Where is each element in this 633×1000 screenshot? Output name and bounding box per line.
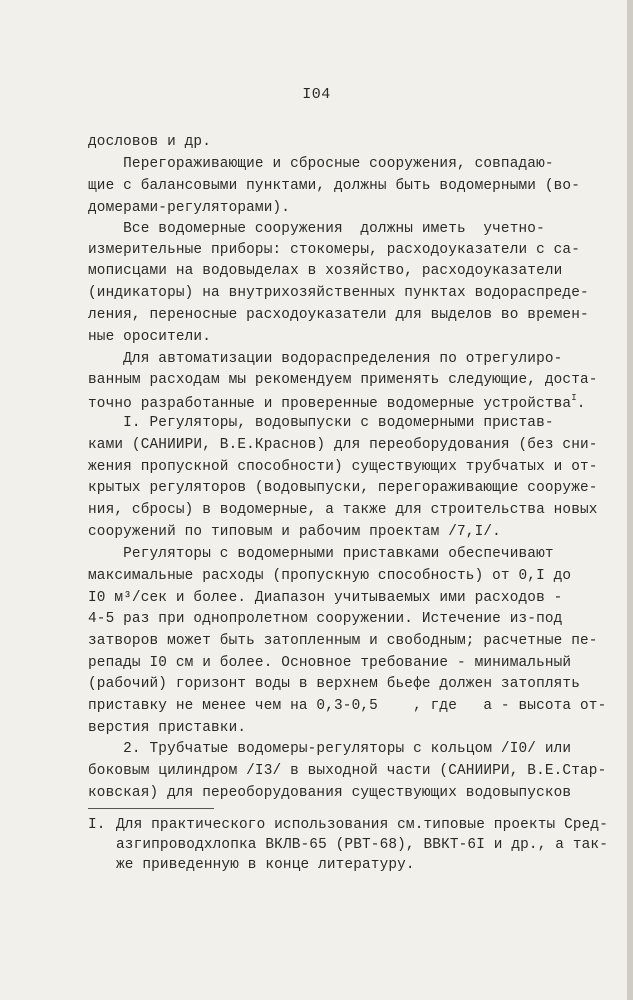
text-line: Перегораживающие и сбросные сооружения, совпадаю- <box>88 156 554 172</box>
text-line: максимальные расходы (пропускную способность) от 0,I до <box>88 568 572 584</box>
text-line: боковым цилиндром /I3/ в выходной части (САНИИРИ, В.Е.Стар- <box>88 763 607 779</box>
text-line: щие с балансовыми пунктами, должны быть водомерными (во- <box>88 178 581 194</box>
footnote-line: же приведенную в конце литературу. <box>116 857 415 873</box>
text-line: 2. Трубчатые водомеры-регуляторы с кольцом /I0/ или <box>88 741 572 757</box>
text-line: затворов может быть затопленным и свободным; расчетные пе- <box>88 633 598 649</box>
text-line: репады I0 см и более. Основное требование - минимальный <box>88 655 572 671</box>
footnote-reference: I <box>571 393 577 403</box>
footnote-line: азгипроводхлопка ВКЛВ-65 (РВТ-68), ВВКТ-6I и др., а так- <box>116 837 609 853</box>
text-line: точно разработанные и проверенные водомерные устройства$^I$. <box>88 393 586 412</box>
text-line-content: точно разработанные и проверенные водомерные устройства <box>88 396 572 412</box>
text-line: (индикаторы) на внутрихозяйственных пунктах водораспреде- <box>88 285 589 301</box>
text-line: I0 м³/сек и более. Диапазон учитываемых ими расходов - <box>88 590 563 606</box>
text-line: сооружений по типовым и рабочим проектам /7,I/. <box>88 524 501 540</box>
text-line: Для автоматизации водораспределения по отрегулиро- <box>88 351 563 367</box>
text-line: жения пропускной способности) существующих трубчатых и от- <box>88 459 598 475</box>
page-edge <box>627 0 633 1000</box>
text-line: ковская) для переоборудования существующих водовыпусков <box>88 785 572 801</box>
text-line: (рабочий) горизонт воды в верхнем бьефе должен затоплять <box>88 676 581 692</box>
text-line: ные оросители. <box>88 329 212 345</box>
footnote-marker: I. <box>88 817 106 833</box>
text-line: 4-5 раз при однопролетном сооружении. Истечение из-под <box>88 611 563 627</box>
text-line: ванным расходам мы рекомендуем применять следующие, доста- <box>88 372 598 388</box>
text-line: I. Регуляторы, водовыпуски с водомерными пристав- <box>88 415 554 431</box>
text-line: приставку не менее чем на 0,3-0,5 , где a - высота от- <box>88 698 607 714</box>
text-line: ками (САНИИРИ, В.Е.Краснов) для переоборудования (без сни- <box>88 437 598 453</box>
footnote-separator <box>88 808 214 809</box>
text-line: верстия приставки. <box>88 720 247 736</box>
text-line: крытых регуляторов (водовыпуски, перегораживающие сооруже- <box>88 480 598 496</box>
footnote-line: Для практического использования см.типовые проекты Сред- <box>116 817 609 833</box>
text-line: домерами-регуляторами). <box>88 200 291 216</box>
text-line: измерительные приборы: стокомеры, расходоуказатели с са- <box>88 242 581 258</box>
text-line: Все водомерные сооружения должны иметь учетно- <box>88 221 545 237</box>
text-line: дословов и др. <box>88 134 212 150</box>
text-line: ния, сбросы) в водомерные, а также для строительства новых <box>88 502 598 518</box>
page-number: I04 <box>302 86 331 103</box>
text-line: Регуляторы с водомерными приставками обеспечивают <box>88 546 554 562</box>
text-line: мописцами на водовыделах в хозяйство, расходоуказатели <box>88 263 563 279</box>
text-line: ления, переносные расходоуказатели для выделов во времен- <box>88 307 589 323</box>
